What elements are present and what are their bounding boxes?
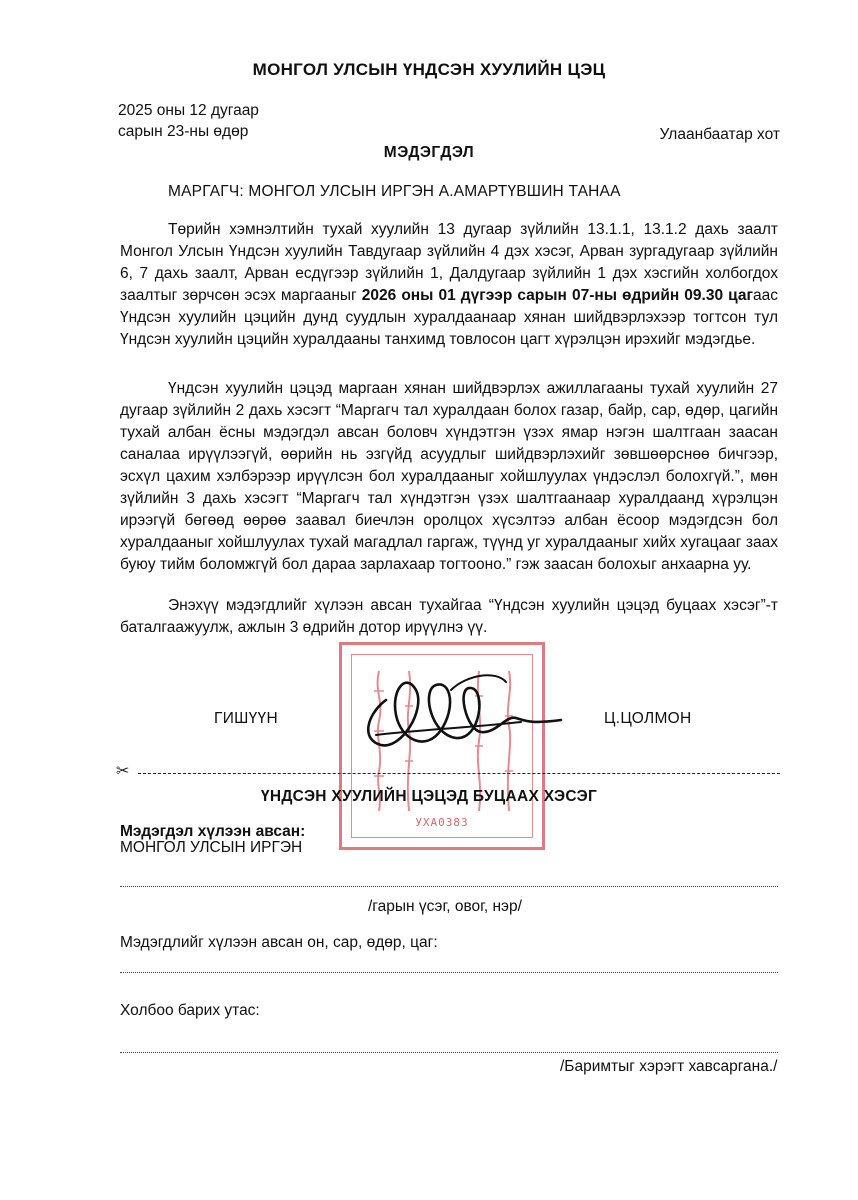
handwritten-signature [356,660,566,765]
date-received-label: Мэдэгдлийг хүлээн авсан он, сар, өдөр, цаг: [120,934,438,951]
notice-title: МЭДЭГДЭЛ [383,144,475,161]
stamp-code: УХА0383 [415,816,469,829]
phone-label: Холбоо барих утас: [120,1002,260,1019]
phone-fill-line[interactable] [120,1050,778,1053]
dashed-divider [138,773,780,774]
issue-date-line1: 2025 оны 12 дугаар [118,102,259,119]
issue-date-line2: сарын 23-ны өдөр [118,123,249,140]
signature-fill-line[interactable] [120,884,778,887]
issue-date [118,100,259,142]
court-name: МОНГОЛ УЛСЫН ҮНДСЭН ХУУЛИЙН ЦЭЦ [252,60,606,79]
city: Улаанбаатар хот [659,126,780,143]
return-section-title: ҮНДСЭН ХУУЛИЙН ЦЭЦЭД БУЦААХ ХЭСЭГ [260,788,598,805]
paragraph-1 [120,219,778,351]
paragraph-1-end: аас Үндсэн хуулийн цэцийн дунд суудлын хуралдаанаар хянан шийдвэрлэхээр тогтсон тул Үндсэн хуулийн цэцийн хуралдааны танхимд товлосон цагт хүрэлцэн ирэхийг мэдэгдье. [120,287,778,348]
received-label: Мэдэгдэл хүлээн авсан: [120,823,306,840]
plaintiff-line: МАРГАГЧ: МОНГОЛ УЛСЫН ИРГЭН А.АМАРТҮВШИН ТАНАА [168,183,621,200]
received-value: МОНГОЛ УЛСЫН ИРГЭН [120,839,303,856]
scissors-icon: ✂ [116,761,130,780]
cut-line [116,763,780,781]
hearing-datetime: 2026 оны 01 дүгээр сарын 07-ны өдрийн 09.30 цаг [361,287,753,304]
paragraph-2: Үндсэн хуулийн цэцэд маргаан хянан шийдвэрлэх ажиллагааны тухай хуулийн 27 дугаар зүйлийн 2 дахь хэсэгт “Маргагч тал хуралдаан болох газар, байр, сар, өдөр, цагийн тухай албан ёсны мэдэгдэл авсан боловч хүндэтгэн үзэх ямар нэгэн шалтгаан заасан саналаа ирүүлээгүй, өөрийн нь эзгүйд асуудлыг шийдвэрлэхийг зөвшөөрснөө бичгээр, эсхүл цахим хэлбэрээр ирүүлсэн бол хуралдааныг хойшлуулах үндэслэл болохгүй.”, мөн зүйлийн 3 дахь хэсэгт “Маргагч тал хүндэтгэн үзэх шалтгаанаар хуралдаанд хүрэлцэн ирээгүй бөгөөд өөрөө заавал биечлэн оролцох хүсэлтээ албан ёсоор мэдэгдсэн бол хуралдааныг хойшлуулах тухай магадлал гаргаж, түүнд уг хуралдааныг хийх хугацааг заах буюу тийм боломжгүй бол дараа зарлахаар тогтооно.” гэж заасан болохыг анхаарна уу. [120,380,778,573]
date-received-fill-line[interactable] [120,970,778,973]
paragraph-1-start: Төрийн хэмнэлтийн тухай хуулийн 13 дугаар зүйлийн 13.1.1, 13.1.2 дахь заалт Монгол Улсын Үндсэн хуулийн Тавдугаар зүйлийн 4 дэх хэсэг, Арван зургадугаар зүйлийн 6, 7 дахь заалт, Арван есдүгээр зүйлийн 1, Далдугаар зүйлийн 1 дэх хэсгийн холбогдох заалтыг зөрчсөн эсэх маргааныг [120,221,778,304]
member-label: ГИШҮҮН [214,710,278,727]
archive-note: /Баримтыг хэрэгт хавсаргана./ [560,1058,778,1075]
signature-note: /гарын үсэг, овог, нэр/ [368,898,522,915]
member-name: Ц.ЦОЛМОН [604,710,692,727]
paragraph-3: Энэхүү мэдэгдлийг хүлээн авсан тухайгаа “Үндсэн хуулийн цэцэд буцаах хэсэг”-т баталгаажуулж, ажлын 3 өдрийн дотор ирүүлнэ үү. [120,597,778,636]
